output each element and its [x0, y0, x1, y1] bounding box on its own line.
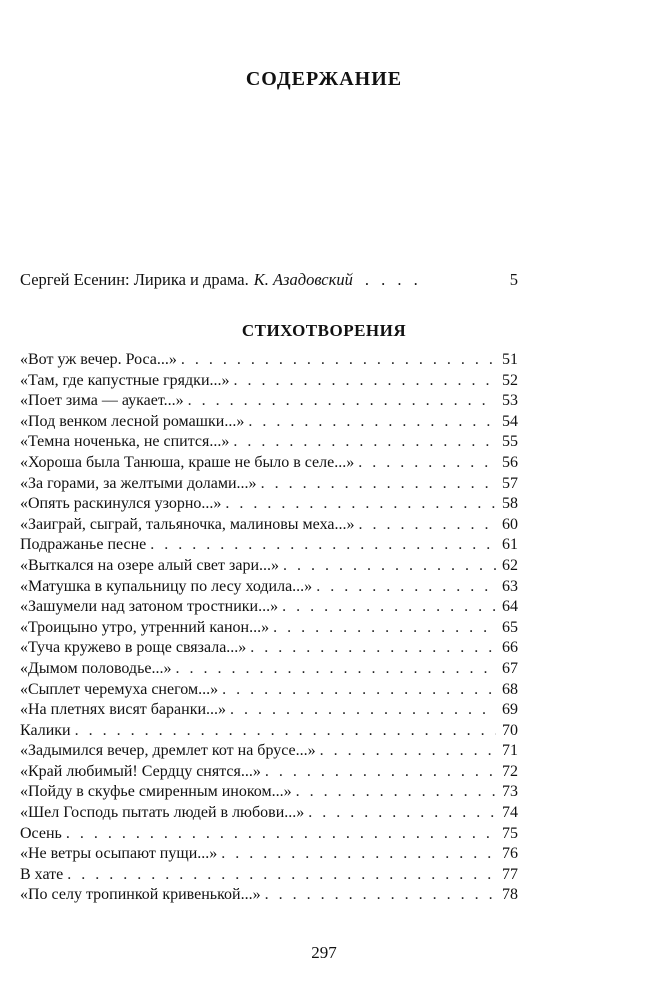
toc-entry-page: 57 — [502, 474, 518, 492]
dot-leader — [188, 392, 496, 410]
toc-entry-title: «Там, где капустные грядки...» — [20, 371, 230, 389]
toc-entry-page: 51 — [502, 351, 518, 368]
intro-entry — [20, 270, 518, 290]
toc-entry-title: «Задымился вечер, дремлет кот на брусе...» — [20, 742, 316, 760]
dot-leader — [181, 351, 496, 369]
toc-entry-page: 70 — [502, 721, 518, 739]
dot-leader — [67, 866, 496, 884]
intro-title: Сергей Есенин: Лирика и драма. — [20, 270, 249, 289]
toc-entry-page: 56 — [502, 453, 518, 471]
intro-author: К. Азадовский — [253, 270, 353, 289]
toc-entry-page: 61 — [502, 536, 518, 554]
toc-entry-title: «Край любимый! Сердцу снятся...» — [20, 762, 261, 780]
toc-entry — [20, 413, 518, 434]
toc-entry-page: 54 — [502, 412, 518, 430]
dot-leader — [250, 639, 496, 657]
toc-entry-title: «Шел Господь пытать людей в любови...» — [20, 804, 305, 822]
toc-entry — [20, 372, 518, 393]
dot-leader — [358, 454, 496, 472]
toc-entry-page: 53 — [502, 392, 518, 410]
toc-entry-title: Калики — [20, 721, 71, 739]
toc-entry-title: «Не ветры осыпают пущи...» — [20, 845, 218, 863]
toc-entry-title: «Сыплет черемуха снегом...» — [20, 680, 219, 698]
toc-entry-page: 63 — [502, 577, 518, 595]
dot-leader — [230, 701, 496, 719]
toc-entry-page: 69 — [502, 701, 518, 719]
toc-entry — [20, 578, 518, 599]
dot-leader — [282, 598, 496, 616]
toc-entry-title: «Вот уж вечер. Роса...» — [20, 351, 177, 368]
toc-entry — [20, 475, 518, 496]
toc-entry-page: 74 — [502, 804, 518, 822]
dot-leader — [175, 660, 496, 678]
toc-entry — [20, 742, 518, 763]
dot-leader — [66, 825, 496, 843]
toc-entry-page: 52 — [502, 371, 518, 389]
toc-entry-page: 65 — [502, 618, 518, 636]
toc-entry — [20, 557, 518, 578]
dot-leader — [316, 578, 496, 596]
toc-entry — [20, 454, 518, 475]
toc-entry — [20, 701, 518, 722]
toc-entry-page: 77 — [502, 865, 518, 883]
dot-leader — [225, 495, 496, 513]
page-number: 297 — [311, 943, 337, 962]
toc-entry-title: «Под венком лесной ромашки...» — [20, 412, 245, 430]
dot-leader — [308, 804, 496, 822]
intro-page: 5 — [509, 270, 518, 289]
dot-leader — [265, 763, 496, 781]
toc-entry-page: 64 — [502, 598, 518, 616]
toc-entry-page: 78 — [502, 886, 518, 904]
toc-entry-title: «Зашумели над затоном тростники...» — [20, 598, 279, 616]
toc-entry-page: 71 — [502, 742, 518, 760]
toc-entry-page: 60 — [502, 515, 518, 533]
toc-entry — [20, 619, 518, 640]
toc-entry-page: 76 — [502, 845, 518, 863]
dot-leader — [75, 722, 496, 740]
toc-entry-title: «Туча кружево в роще связала...» — [20, 639, 247, 657]
toc-entry-title: «Дымом половодье...» — [20, 659, 172, 677]
toc-entry — [20, 783, 518, 804]
dot-leader — [320, 742, 496, 760]
toc-entry — [20, 433, 518, 454]
toc-entry-title: «Темна ноченька, не спится...» — [20, 433, 230, 451]
dot-leader — [222, 681, 496, 699]
toc-entry-page: 62 — [502, 556, 518, 574]
toc-entry-title: «Пойду в скуфье смиренным иноком...» — [20, 783, 292, 801]
toc-entry — [20, 681, 518, 702]
toc-entry — [20, 639, 518, 660]
toc-entry — [20, 825, 518, 846]
dot-leader — [283, 557, 496, 575]
dot-leader — [273, 619, 496, 637]
toc-entry — [20, 516, 518, 537]
toc-entry-title: «За горами, за желтыми долами...» — [20, 474, 257, 492]
dot-leader — [296, 783, 496, 801]
toc-entry — [20, 392, 518, 413]
dot-leader — [358, 516, 496, 534]
toc-list — [20, 351, 518, 907]
toc-entry-title: «Хороша была Танюша, краше не было в селе...» — [20, 453, 355, 471]
toc-entry-page: 58 — [502, 495, 518, 513]
toc-entry — [20, 763, 518, 784]
contents-heading: СОДЕРЖАНИЕ — [245, 68, 403, 90]
toc-entry — [20, 866, 518, 887]
toc-entry-page: 67 — [502, 659, 518, 677]
toc-entry-title: Осень — [20, 824, 62, 842]
toc-entry-title: «Заиграй, сыграй, тальяночка, малиновы меха...» — [20, 515, 355, 533]
toc-entry-title: «По селу тропинкой кривенькой...» — [20, 886, 261, 904]
dot-leader — [150, 536, 496, 554]
toc-entry-page: 73 — [502, 783, 518, 801]
toc-entry — [20, 722, 518, 743]
toc-entry-title: «Выткался на озере алый свет зари...» — [20, 556, 279, 574]
toc-entry-title: «На плетнях висят баранки...» — [20, 701, 227, 719]
toc-entry — [20, 660, 518, 681]
section-title: СТИХОТВОРЕНИЯ — [241, 321, 407, 340]
toc-entry-title: «Матушка в купальницу по лесу ходила...» — [20, 577, 313, 595]
toc-entry — [20, 804, 518, 825]
dot-leader — [265, 886, 496, 904]
toc-entry-title: «Поет зима — аукает...» — [20, 392, 184, 410]
dot-leader — [221, 845, 496, 863]
dot-leader — [233, 433, 496, 451]
intro-leader: . . . . — [364, 270, 422, 289]
toc-entry-title: «Троицыно утро, утренний канон...» — [20, 618, 270, 636]
toc-entry — [20, 351, 518, 372]
toc-entry-page: 55 — [502, 433, 518, 451]
toc-entry-title: Подражанье песне — [20, 536, 147, 554]
dot-leader — [248, 413, 496, 431]
toc-entry-page: 68 — [502, 680, 518, 698]
toc-entry-title: В хате — [20, 865, 64, 883]
toc-entry-page: 66 — [502, 639, 518, 657]
dot-leader — [261, 475, 496, 493]
toc-entry — [20, 886, 518, 907]
toc-entry — [20, 536, 518, 557]
toc-entry — [20, 495, 518, 516]
dot-leader — [234, 372, 497, 390]
toc-entry-page: 72 — [502, 762, 518, 780]
toc-entry — [20, 845, 518, 866]
toc-entry — [20, 598, 518, 619]
toc-entry-page: 75 — [502, 824, 518, 842]
toc-entry-title: «Опять раскинулся узорно...» — [20, 495, 222, 513]
